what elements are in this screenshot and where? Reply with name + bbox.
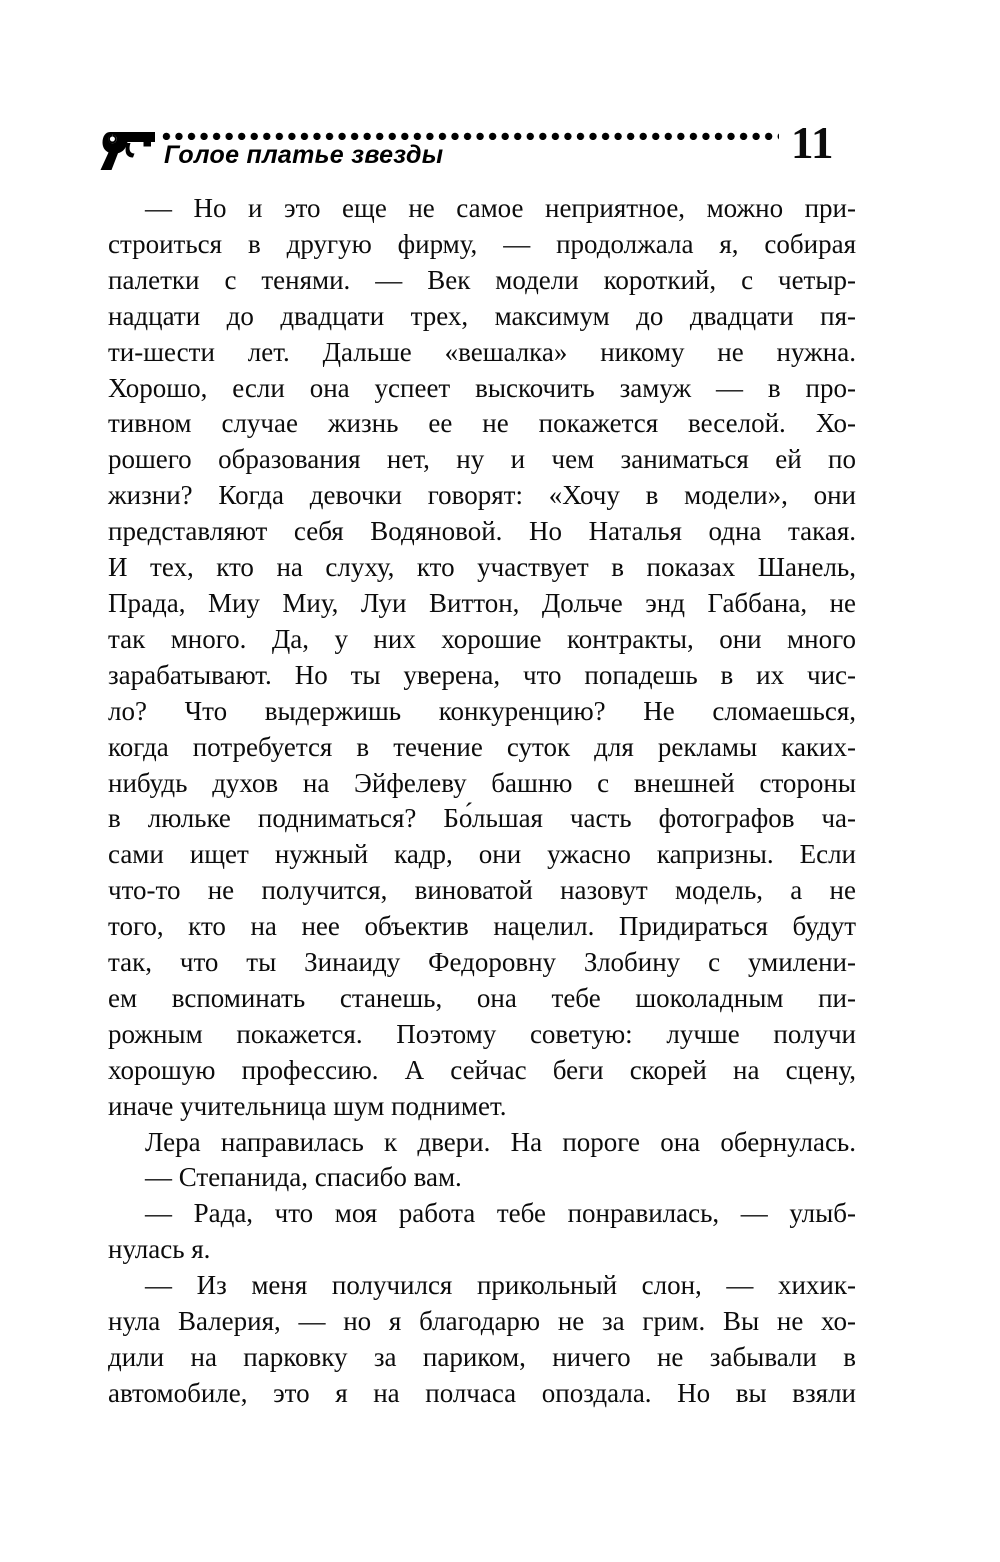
page-number: 11 <box>791 118 834 168</box>
text-line: в люльке подниматься? Бо́льшая часть фотографов ча- <box>108 803 856 834</box>
text-line: дили на парковку за париком, ничего не забывали в <box>108 1342 856 1372</box>
text-line: надцати до двадцати трех, максимум до двадцати пя- <box>108 300 856 331</box>
text-line: так много. Да, у них хорошие контракты, они много <box>108 623 856 654</box>
text-line: строиться в другую фирму, — продолжала я, собирая <box>108 228 856 259</box>
text-line: ем вспоминать станешь, она тебе шоколадным пи- <box>108 982 856 1013</box>
text-line: рожным покажется. Поэтому советую: лучше получи <box>108 1018 856 1049</box>
text-line: — Степанида, спасибо вам. <box>145 1162 462 1193</box>
text-line: ло? Что выдержишь конкуренцию? Не сломаешься, <box>108 695 856 726</box>
text-line: нула Валерия, — но я благодарю не за грим. Вы не хо- <box>108 1306 856 1337</box>
text-line: представляют себя Водяновой. Но Наталья одна такая. <box>108 516 856 547</box>
pistol-icon <box>100 129 156 171</box>
text-line: — Рада, что моя работа тебе понравилась, — улыб- <box>145 1198 856 1229</box>
body-text <box>108 191 856 1412</box>
text-line: — Из меня получился прикольный слон, — хихик- <box>145 1270 856 1301</box>
text-line: палетки с тенями. — Век модели короткий, с четыр- <box>108 264 856 295</box>
text-line: ти-шести лет. Дальше «вешалка» никому не нужна. <box>108 336 856 367</box>
text-line: так, что ты Зинаиду Федоровну Злобину с умилени- <box>108 947 856 978</box>
running-title: Голое платье звезды <box>164 141 444 169</box>
text-line: когда потребуется в течение суток для рекламы каких- <box>108 731 856 762</box>
page-header <box>100 118 840 174</box>
text-line: что-то не получится, виноватой назовут модель, а не <box>108 875 856 906</box>
text-line: тивном случае жизнь ее не покажется веселой. Хо- <box>108 408 856 439</box>
text-line: жизни? Когда девочки говорят: «Хочу в модели», они <box>108 480 856 511</box>
text-line: того, кто на нее объектив нацелил. Придираться будут <box>108 911 856 942</box>
text-line: сами ищет нужный кадр, они ужасно капризны. Если <box>108 839 856 870</box>
text-line: рошего образования нет, ну и чем заниматься ей по <box>108 444 856 475</box>
text-line: автомобиле, это я на полчаса опоздала. Но вы взяли <box>108 1377 856 1408</box>
text-line: зарабатывают. Но ты уверена, что попадешь в их чис- <box>108 659 856 690</box>
text-line: хорошую профессию. А сейчас беги скорей на сцену, <box>108 1054 856 1085</box>
text-line: Лера направилась к двери. На пороге она обернулась. <box>145 1126 856 1157</box>
text-line: Хорошо, если она успеет выскочить замуж — в про- <box>108 372 856 403</box>
text-line: Прада, Миу Миу, Луи Виттон, Дольче энд Габбана, не <box>108 587 856 618</box>
dots-divider <box>162 132 779 141</box>
text-line: нибудь духов на Эйфелеву башню с внешней стороны <box>108 767 856 798</box>
text-line: иначе учительница шум поднимет. <box>108 1090 507 1121</box>
text-line: нулась я. <box>108 1234 211 1265</box>
text-line: И тех, кто на слуху, кто участвует в показах Шанель, <box>108 552 856 583</box>
text-line: — Но и это еще не самое неприятное, можно при- <box>145 193 856 223</box>
